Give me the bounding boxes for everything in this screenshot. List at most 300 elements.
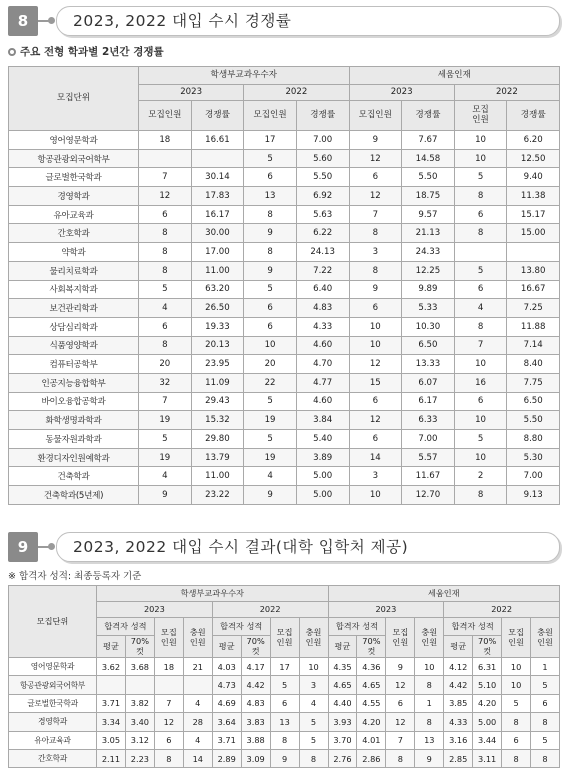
value-cell: 16.17 <box>191 205 244 224</box>
value-cell: 10 <box>349 336 402 355</box>
table-row <box>9 168 560 187</box>
table-row <box>9 373 560 392</box>
header-score: 합격자 성적 <box>444 618 502 636</box>
header-a-2023: 2023 <box>97 602 213 618</box>
value-cell: 5.50 <box>402 168 455 187</box>
value-cell: 11.88 <box>507 317 560 336</box>
value-cell: 3.93 <box>328 713 357 731</box>
value-cell: 4 <box>299 694 328 712</box>
table-row <box>9 317 560 336</box>
header-cut70: 70% 컷 <box>241 636 270 658</box>
value-cell: 4.36 <box>357 658 386 676</box>
value-cell: 21 <box>183 658 212 676</box>
value-cell <box>454 243 507 262</box>
value-cell: 7 <box>349 205 402 224</box>
header-recruit: 모집 인원 <box>270 618 299 658</box>
value-cell: 23.95 <box>191 355 244 374</box>
value-cell: 10 <box>502 658 531 676</box>
value-cell: 4.73 <box>212 676 241 694</box>
value-cell: 20 <box>244 355 297 374</box>
value-cell: 8 <box>415 713 444 731</box>
dept-name-cell: 영어영문학과 <box>9 131 139 150</box>
table-row <box>9 243 560 262</box>
value-cell: 15.00 <box>507 224 560 243</box>
value-cell: 5 <box>244 280 297 299</box>
value-cell: 5.00 <box>473 713 502 731</box>
competition-rate-table <box>8 66 560 505</box>
header-recruit: 모집인원 <box>349 101 402 131</box>
dept-name-cell: 경영학과 <box>9 187 139 206</box>
dept-name-cell: 유아교육과 <box>9 205 139 224</box>
header-rate: 경쟁률 <box>507 101 560 131</box>
value-cell: 11.00 <box>191 261 244 280</box>
value-cell <box>125 676 154 694</box>
dept-name-cell: 경영학과 <box>9 713 97 731</box>
value-cell <box>154 676 183 694</box>
value-cell: 3.11 <box>473 749 502 767</box>
header-b-2022: 2022 <box>444 602 560 618</box>
value-cell: 6 <box>349 392 402 411</box>
value-cell: 3.71 <box>97 694 126 712</box>
table-row <box>9 731 560 749</box>
table-row <box>9 392 560 411</box>
value-cell: 5.60 <box>296 149 349 168</box>
value-cell: 12.70 <box>402 486 455 505</box>
value-cell: 4.83 <box>241 694 270 712</box>
value-cell: 11.67 <box>402 467 455 486</box>
value-cell: 8 <box>349 261 402 280</box>
value-cell: 24.13 <box>296 243 349 262</box>
dept-name-cell: 상담심리학과 <box>9 317 139 336</box>
value-cell: 8 <box>454 486 507 505</box>
value-cell: 2.89 <box>212 749 241 767</box>
value-cell: 7.00 <box>296 131 349 150</box>
value-cell: 9 <box>244 261 297 280</box>
value-cell: 4.55 <box>357 694 386 712</box>
section8-subtitle <box>8 44 164 59</box>
header-group-a: 학생부교과우수자 <box>139 67 350 85</box>
table-row <box>9 486 560 505</box>
table-row <box>9 467 560 486</box>
value-cell: 12 <box>349 187 402 206</box>
value-cell: 6 <box>139 205 192 224</box>
value-cell: 6 <box>454 392 507 411</box>
header-extra: 충원 인원 <box>415 618 444 658</box>
value-cell: 5 <box>270 676 299 694</box>
value-cell: 5.00 <box>296 486 349 505</box>
section9-header <box>8 532 560 562</box>
value-cell: 19 <box>139 411 192 430</box>
header-recruit-short: 모집 인원 <box>454 101 507 131</box>
value-cell: 13 <box>415 731 444 749</box>
value-cell: 4.17 <box>241 658 270 676</box>
value-cell: 17.00 <box>191 243 244 262</box>
header-group-b: 세움인재 <box>328 586 560 602</box>
header-avg: 평균 <box>444 636 473 658</box>
value-cell: 7.25 <box>507 299 560 318</box>
header-recruit: 모집인원 <box>139 101 192 131</box>
value-cell: 8 <box>454 187 507 206</box>
value-cell: 6.31 <box>473 658 502 676</box>
value-cell: 7.67 <box>402 131 455 150</box>
value-cell: 29.43 <box>191 392 244 411</box>
dept-name-cell: 동물자원과학과 <box>9 430 139 449</box>
value-cell: 8 <box>139 224 192 243</box>
value-cell: 7.75 <box>507 373 560 392</box>
value-cell: 9 <box>349 280 402 299</box>
value-cell: 12 <box>349 355 402 374</box>
value-cell: 4.60 <box>296 392 349 411</box>
value-cell: 3.64 <box>212 713 241 731</box>
header-score: 합격자 성적 <box>212 618 270 636</box>
header-cut70: 70% 컷 <box>357 636 386 658</box>
value-cell: 4.65 <box>357 676 386 694</box>
dept-name-cell: 환경디자인원예학과 <box>9 448 139 467</box>
dept-name-cell: 컴퓨터공학부 <box>9 355 139 374</box>
value-cell: 10 <box>454 411 507 430</box>
section9-number: 9 <box>8 532 38 562</box>
header-rate: 경쟁률 <box>191 101 244 131</box>
value-cell: 5.50 <box>296 168 349 187</box>
table-row <box>9 131 560 150</box>
value-cell: 3.89 <box>296 448 349 467</box>
value-cell: 12 <box>386 713 415 731</box>
value-cell: 4.01 <box>357 731 386 749</box>
value-cell: 6 <box>454 280 507 299</box>
value-cell: 1 <box>415 694 444 712</box>
header-avg: 평균 <box>97 636 126 658</box>
value-cell: 4.20 <box>473 694 502 712</box>
value-cell: 3 <box>349 467 402 486</box>
value-cell: 5 <box>244 392 297 411</box>
value-cell: 5.50 <box>507 411 560 430</box>
admission-result-table <box>8 585 560 768</box>
value-cell: 11.38 <box>507 187 560 206</box>
value-cell: 5 <box>531 676 560 694</box>
value-cell: 8 <box>299 749 328 767</box>
header-score: 합격자 성적 <box>97 618 155 636</box>
dept-name-cell: 간호학과 <box>9 224 139 243</box>
value-cell: 19 <box>244 448 297 467</box>
value-cell: 19.33 <box>191 317 244 336</box>
header-a-2022: 2022 <box>212 602 328 618</box>
value-cell: 3.83 <box>241 713 270 731</box>
value-cell: 32 <box>139 373 192 392</box>
value-cell: 20 <box>139 355 192 374</box>
value-cell: 2 <box>454 467 507 486</box>
header-extra: 충원 인원 <box>299 618 328 658</box>
value-cell: 4.33 <box>296 317 349 336</box>
value-cell: 3.70 <box>328 731 357 749</box>
value-cell: 3.71 <box>212 731 241 749</box>
value-cell: 24.33 <box>402 243 455 262</box>
header-score: 합격자 성적 <box>328 618 386 636</box>
value-cell: 10 <box>349 317 402 336</box>
dept-name-cell: 바이오융합공학과 <box>9 392 139 411</box>
value-cell: 8 <box>502 749 531 767</box>
value-cell: 12.25 <box>402 261 455 280</box>
value-cell: 22 <box>244 373 297 392</box>
value-cell: 4.35 <box>328 658 357 676</box>
value-cell: 7 <box>454 336 507 355</box>
value-cell: 5.30 <box>507 448 560 467</box>
table-row <box>9 224 560 243</box>
value-cell: 8 <box>349 224 402 243</box>
header-b-2023: 2023 <box>328 602 444 618</box>
value-cell: 6.17 <box>402 392 455 411</box>
header-cut70: 70% 컷 <box>473 636 502 658</box>
value-cell: 6.07 <box>402 373 455 392</box>
value-cell: 14 <box>349 448 402 467</box>
value-cell: 4 <box>183 731 212 749</box>
value-cell: 9 <box>244 486 297 505</box>
admission-result-body <box>9 658 560 768</box>
value-cell: 9 <box>139 486 192 505</box>
value-cell: 13.80 <box>507 261 560 280</box>
value-cell: 8 <box>531 713 560 731</box>
value-cell: 6 <box>349 430 402 449</box>
value-cell: 4 <box>244 467 297 486</box>
section8-header <box>8 6 560 36</box>
value-cell: 17 <box>270 658 299 676</box>
value-cell: 3.12 <box>125 731 154 749</box>
value-cell: 2.23 <box>125 749 154 767</box>
header-extra: 충원 인원 <box>531 618 560 658</box>
value-cell: 18 <box>154 658 183 676</box>
value-cell: 4.20 <box>357 713 386 731</box>
value-cell: 4.77 <box>296 373 349 392</box>
value-cell: 9 <box>270 749 299 767</box>
value-cell: 3.82 <box>125 694 154 712</box>
value-cell: 10 <box>349 486 402 505</box>
value-cell: 8 <box>244 205 297 224</box>
header-b-2023: 2023 <box>349 85 454 101</box>
value-cell: 15.17 <box>507 205 560 224</box>
value-cell: 10 <box>415 658 444 676</box>
value-cell: 6 <box>139 317 192 336</box>
table-row <box>9 149 560 168</box>
value-cell: 17 <box>244 131 297 150</box>
table-row <box>9 299 560 318</box>
value-cell: 8 <box>454 317 507 336</box>
value-cell: 20.13 <box>191 336 244 355</box>
value-cell: 28 <box>183 713 212 731</box>
value-cell: 3.44 <box>473 731 502 749</box>
value-cell: 9.13 <box>507 486 560 505</box>
value-cell: 4 <box>454 299 507 318</box>
value-cell <box>191 149 244 168</box>
value-cell: 6.20 <box>507 131 560 150</box>
value-cell: 4 <box>139 299 192 318</box>
value-cell: 5.40 <box>296 430 349 449</box>
value-cell: 10 <box>454 355 507 374</box>
value-cell: 6 <box>454 205 507 224</box>
value-cell: 23.22 <box>191 486 244 505</box>
value-cell: 3 <box>349 243 402 262</box>
table-row <box>9 694 560 712</box>
value-cell: 8 <box>270 731 299 749</box>
value-cell: 2.76 <box>328 749 357 767</box>
value-cell: 6 <box>349 299 402 318</box>
value-cell: 6 <box>386 694 415 712</box>
value-cell: 17.83 <box>191 187 244 206</box>
value-cell: 5 <box>454 168 507 187</box>
value-cell: 8 <box>531 749 560 767</box>
value-cell: 13.33 <box>402 355 455 374</box>
dept-name-cell: 항공관광외국어학부 <box>9 676 97 694</box>
value-cell: 4.40 <box>328 694 357 712</box>
section9-note: ※ 합격자 성적: 최종등록자 기준 <box>8 571 142 582</box>
table-row <box>9 261 560 280</box>
value-cell: 7.00 <box>507 467 560 486</box>
dept-name-cell: 유아교육과 <box>9 731 97 749</box>
value-cell: 4 <box>139 467 192 486</box>
header-unit: 모집단위 <box>9 67 139 131</box>
table-row <box>9 205 560 224</box>
value-cell: 4.03 <box>212 658 241 676</box>
value-cell: 16 <box>454 373 507 392</box>
dept-name-cell: 글로벌한국학과 <box>9 168 139 187</box>
value-cell <box>507 243 560 262</box>
value-cell: 12 <box>154 713 183 731</box>
value-cell: 21.13 <box>402 224 455 243</box>
value-cell: 8 <box>139 336 192 355</box>
value-cell: 10 <box>454 131 507 150</box>
value-cell: 13 <box>244 187 297 206</box>
value-cell: 6 <box>502 731 531 749</box>
connector-dot <box>48 17 55 24</box>
value-cell: 5 <box>454 430 507 449</box>
value-cell: 9 <box>415 749 444 767</box>
header-avg: 평균 <box>212 636 241 658</box>
value-cell: 3.62 <box>97 658 126 676</box>
value-cell: 4.83 <box>296 299 349 318</box>
value-cell: 30.14 <box>191 168 244 187</box>
value-cell: 8 <box>139 243 192 262</box>
value-cell: 4.65 <box>328 676 357 694</box>
table-row <box>9 336 560 355</box>
value-cell: 12 <box>349 411 402 430</box>
header-group-a: 학생부교과우수자 <box>97 586 329 602</box>
value-cell: 5.00 <box>296 467 349 486</box>
value-cell: 6.50 <box>507 392 560 411</box>
value-cell: 5.33 <box>402 299 455 318</box>
ring-bullet-icon <box>8 48 16 56</box>
value-cell: 4 <box>183 694 212 712</box>
value-cell <box>97 676 126 694</box>
value-cell: 4.60 <box>296 336 349 355</box>
table-row <box>9 448 560 467</box>
header-b-2022: 2022 <box>454 85 559 101</box>
value-cell: 12.50 <box>507 149 560 168</box>
value-cell: 63.20 <box>191 280 244 299</box>
value-cell: 3.84 <box>296 411 349 430</box>
value-cell: 8 <box>415 676 444 694</box>
value-cell: 3.85 <box>444 694 473 712</box>
value-cell: 2.85 <box>444 749 473 767</box>
table-row <box>9 676 560 694</box>
value-cell: 18.75 <box>402 187 455 206</box>
value-cell: 15.32 <box>191 411 244 430</box>
value-cell: 8 <box>139 261 192 280</box>
value-cell: 9 <box>349 131 402 150</box>
dept-name-cell: 건축학과 <box>9 467 139 486</box>
value-cell: 10 <box>502 676 531 694</box>
value-cell: 6 <box>270 694 299 712</box>
value-cell: 9.40 <box>507 168 560 187</box>
value-cell: 8 <box>454 224 507 243</box>
header-rate: 경쟁률 <box>296 101 349 131</box>
table-row <box>9 430 560 449</box>
value-cell: 8 <box>502 713 531 731</box>
table-row <box>9 749 560 767</box>
dept-name-cell: 사회복지학과 <box>9 280 139 299</box>
value-cell: 5 <box>139 430 192 449</box>
table-row <box>9 658 560 676</box>
value-cell: 5 <box>244 430 297 449</box>
value-cell: 7.22 <box>296 261 349 280</box>
value-cell: 14 <box>183 749 212 767</box>
value-cell: 3.88 <box>241 731 270 749</box>
value-cell: 6 <box>531 694 560 712</box>
value-cell: 6 <box>244 299 297 318</box>
value-cell: 9.57 <box>402 205 455 224</box>
value-cell: 29.80 <box>191 430 244 449</box>
header-group-b: 세움인재 <box>349 67 560 85</box>
value-cell: 7 <box>139 392 192 411</box>
value-cell: 16.67 <box>507 280 560 299</box>
value-cell: 12 <box>349 149 402 168</box>
value-cell: 3.34 <box>97 713 126 731</box>
value-cell: 4.12 <box>444 658 473 676</box>
dept-name-cell: 약학과 <box>9 243 139 262</box>
value-cell: 16.61 <box>191 131 244 150</box>
value-cell: 6.50 <box>402 336 455 355</box>
value-cell: 11.00 <box>191 467 244 486</box>
dept-name-cell: 건축학과(5년제) <box>9 486 139 505</box>
value-cell: 3.05 <box>97 731 126 749</box>
value-cell: 9 <box>386 658 415 676</box>
value-cell: 2.11 <box>97 749 126 767</box>
value-cell: 19 <box>139 448 192 467</box>
value-cell: 7 <box>139 168 192 187</box>
header-recruit: 모집 인원 <box>154 618 183 658</box>
section8-subtitle-text: 주요 전형 학과별 2년간 경쟁률 <box>20 46 164 58</box>
header-rate: 경쟁률 <box>402 101 455 131</box>
value-cell: 10 <box>244 336 297 355</box>
header-a-2023: 2023 <box>139 85 244 101</box>
section8-number: 8 <box>8 6 38 36</box>
value-cell: 5.10 <box>473 676 502 694</box>
value-cell: 2.86 <box>357 749 386 767</box>
value-cell: 5.57 <box>402 448 455 467</box>
value-cell: 6 <box>244 168 297 187</box>
value-cell: 3 <box>299 676 328 694</box>
value-cell: 26.50 <box>191 299 244 318</box>
header-cut70: 70% 컷 <box>125 636 154 658</box>
value-cell: 5 <box>454 261 507 280</box>
value-cell: 8.80 <box>507 430 560 449</box>
value-cell: 12 <box>139 187 192 206</box>
value-cell: 13 <box>270 713 299 731</box>
dept-name-cell: 인공지능융합학부 <box>9 373 139 392</box>
competition-rate-body <box>9 131 560 505</box>
value-cell: 15 <box>349 373 402 392</box>
value-cell: 5 <box>531 731 560 749</box>
value-cell: 6.40 <box>296 280 349 299</box>
value-cell <box>183 676 212 694</box>
table-row <box>9 280 560 299</box>
